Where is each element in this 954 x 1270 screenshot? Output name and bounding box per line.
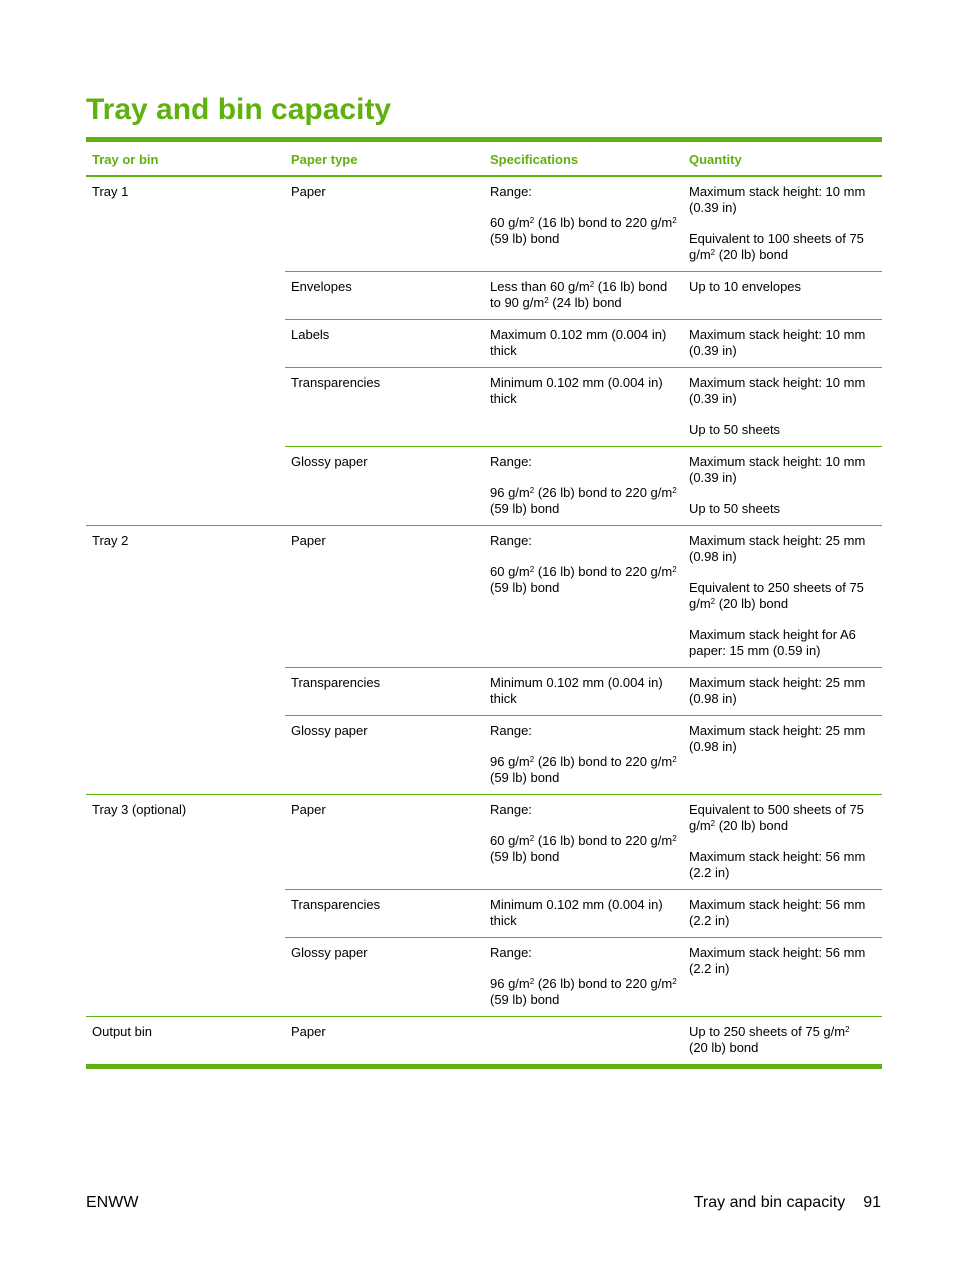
table-header-row (86, 140, 882, 177)
tray-name: Tray 3 (optional) (86, 795, 285, 1017)
specification: Range: 60 $g/m^2$ (16 lb) bond to 220 $g/m^2$ (59 lb) bond (484, 795, 683, 890)
tray-name: Tray 1 (92, 184, 129, 199)
table-row (86, 526, 882, 668)
quantity: Maximum stack height: 10 mm (0.39 in) (683, 320, 882, 368)
page-title: Tray and bin capacity (86, 93, 392, 126)
quantity: Maximum stack height: 25 mm (0.98 in) Equivalent to 250 sheets of 75 $g/m^2$ (20 lb) bond Maximum stack height for A6 paper: 15 mm (0.59 in) (683, 526, 882, 668)
paper-type: Glossy paper (285, 447, 484, 526)
page-number: 91 (863, 1194, 881, 1211)
paper-type: Paper (285, 795, 484, 890)
quantity: Up to 10 envelopes (683, 272, 882, 320)
paper-type: Transparencies (285, 890, 484, 938)
specification: Maximum 0.102 mm (0.004 in) thick (484, 320, 683, 368)
header-specifications: Specifications (484, 140, 683, 177)
quantity: Maximum stack height: 25 mm (0.98 in) (683, 716, 882, 795)
specification: Minimum 0.102 mm (0.004 in) thick (484, 890, 683, 938)
quantity: Up to 250 sheets of 75 $g/m^2$ (20 lb) bond (683, 1017, 882, 1067)
paper-type: Paper (285, 526, 484, 668)
paper-type: Glossy paper (285, 716, 484, 795)
quantity: Maximum stack height: 10 mm (0.39 in) Up to 50 sheets (683, 368, 882, 447)
header-quantity: Quantity (683, 140, 882, 177)
paper-type: Labels (285, 320, 484, 368)
specification (484, 1017, 683, 1067)
specification: Range: 96 $g/m^2$ (26 lb) bond to 220 $g/m^2$ (59 lb) bond (484, 938, 683, 1017)
specification: Minimum 0.102 mm (0.004 in) thick (484, 368, 683, 447)
quantity: Maximum stack height: 25 mm (0.98 in) (683, 668, 882, 716)
specification: Range: 96 $g/m^2$ (26 lb) bond to 220 $g/m^2$ (59 lb) bond (484, 716, 683, 795)
paper-type: Transparencies (285, 368, 484, 447)
capacity-table (86, 137, 882, 1069)
specification: Minimum 0.102 mm (0.004 in) thick (484, 668, 683, 716)
paper-type: Envelopes (285, 272, 484, 320)
header-tray-or-bin: Tray or bin (86, 140, 285, 177)
paper-type: Glossy paper (285, 938, 484, 1017)
footer-page-info (694, 1193, 881, 1213)
specification: Less than 60 $g/m^2$ (16 lb) bond to 90 $g/m^2$ (24 lb) bond (484, 272, 683, 320)
paper-type: Transparencies (285, 668, 484, 716)
paper-type: Paper (285, 1017, 484, 1067)
paper-type: Paper (291, 184, 326, 199)
specification: Range: 96 $g/m^2$ (26 lb) bond to 220 $g/m^2$ (59 lb) bond (484, 447, 683, 526)
footer-doc-code: ENWW (86, 1194, 139, 1211)
quantity: Maximum stack height: 56 mm (2.2 in) (683, 890, 882, 938)
specification: Range: 60 $g/m^2$ (16 lb) bond to 220 $g/m^2$ (59 lb) bond (484, 526, 683, 668)
table-row (86, 795, 882, 890)
quantity: Equivalent to 500 sheets of 75 $g/m^2$ (20 lb) bond Maximum stack height: 56 mm (2.2 in) (683, 795, 882, 890)
header-paper-type: Paper type (285, 140, 484, 177)
footer-section-title: Tray and bin capacity (693, 1194, 846, 1211)
specification: Range: 60 $g/m^2$ (16 lb) bond to 220 $g/m^2$ (59 lb) bond (490, 184, 677, 246)
tray-name: Output bin (86, 1017, 285, 1067)
tray-name: Tray 2 (86, 526, 285, 795)
quantity: Maximum stack height: 56 mm (2.2 in) (683, 938, 882, 1017)
table-row (86, 1017, 882, 1067)
quantity: Maximum stack height: 10 mm (0.39 in) Equivalent to 100 sheets of 75 $g/m^2$ (20 lb) bond (689, 184, 866, 262)
table-row (86, 176, 882, 272)
quantity: Maximum stack height: 10 mm (0.39 in) Up to 50 sheets (683, 447, 882, 526)
